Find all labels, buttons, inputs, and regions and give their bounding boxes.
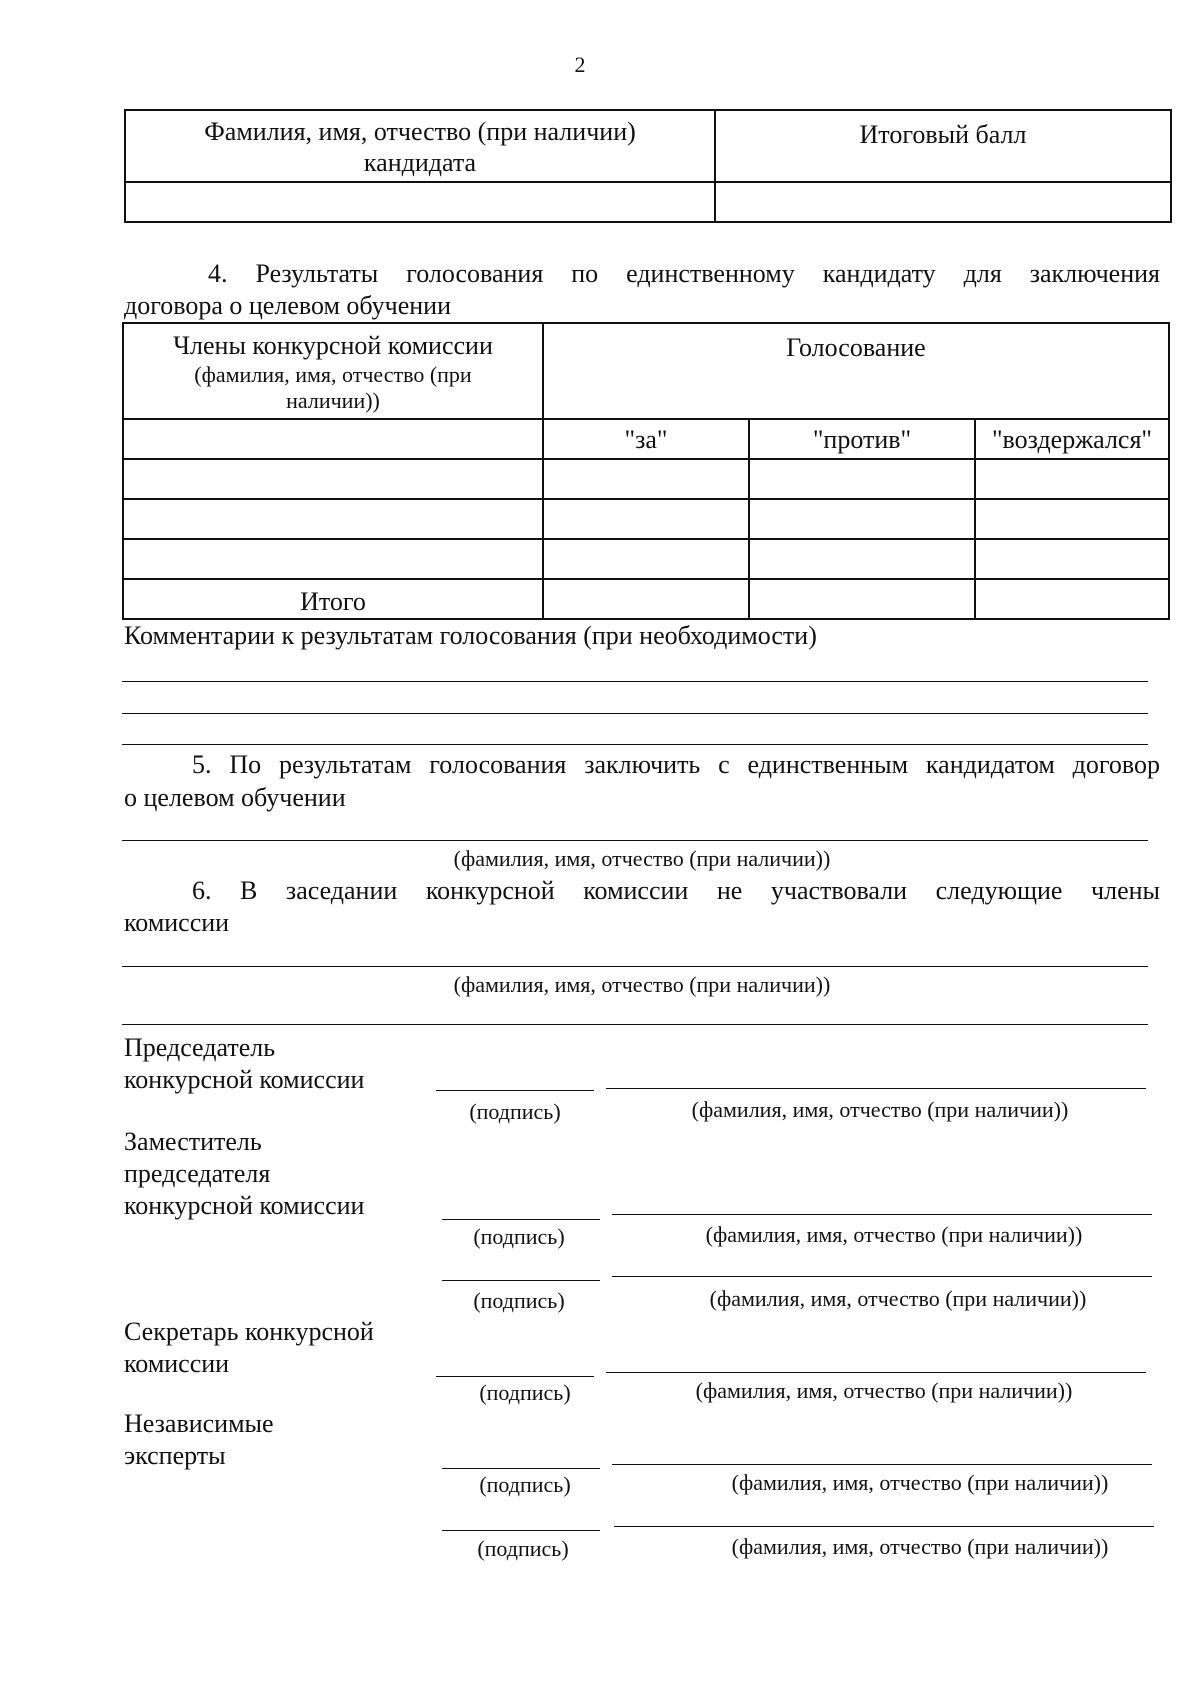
members-header-sub: (фамилия, имя, отчество (при наличии)) bbox=[194, 362, 472, 413]
comment-line bbox=[122, 744, 1148, 745]
members-header-title: Члены конкурсной комиссии bbox=[173, 331, 493, 360]
signature-caption: (подпись) bbox=[479, 1380, 571, 1405]
signature-caption: (подпись) bbox=[479, 1472, 571, 1497]
section5-text: 5. По результатам голосования заключить с единственным кандидатом договор bbox=[192, 750, 1160, 779]
name-caption: (фамилия, имя, отчество (при наличии)) bbox=[731, 1534, 1109, 1559]
vote-abstain-header: "воздержался" bbox=[975, 419, 1169, 459]
signature-caption: (подпись) bbox=[477, 1536, 569, 1561]
section6-name-line bbox=[122, 1024, 1148, 1025]
signature-line bbox=[436, 1090, 594, 1091]
final-score-header: Итоговый балл bbox=[715, 110, 1171, 182]
experts-label-cont: эксперты bbox=[124, 1441, 226, 1470]
members-header bbox=[123, 323, 543, 419]
vote-for-header: "за" bbox=[543, 419, 749, 459]
name-caption: (фамилия, имя, отчество (при наличии)) bbox=[691, 1097, 1069, 1122]
voting-header: Голосование bbox=[543, 323, 1169, 419]
section4-heading-cont: договора о целевом обучении bbox=[124, 291, 452, 320]
signature-line bbox=[442, 1219, 600, 1220]
section6-text: 6. В заседании конкурсной комиссии не участвовали следующие члены bbox=[192, 876, 1160, 905]
total-row bbox=[123, 579, 1169, 619]
candidate-score-table bbox=[124, 109, 1172, 223]
voting-table bbox=[122, 322, 1170, 620]
comments-label: Комментарии к результатам голосования (при необходимости) bbox=[124, 621, 817, 650]
section6-name-line bbox=[122, 966, 1148, 967]
deputy-label-cont: конкурсной комиссии bbox=[124, 1191, 365, 1220]
final-score-cell bbox=[715, 182, 1171, 222]
experts-label: Независимые bbox=[124, 1409, 274, 1438]
signature-caption: (подпись) bbox=[473, 1288, 565, 1313]
signature-line bbox=[442, 1468, 600, 1469]
name-line bbox=[606, 1372, 1146, 1373]
name-line bbox=[612, 1464, 1152, 1465]
table-row bbox=[123, 539, 1169, 579]
deputy-label-cont: председателя bbox=[124, 1159, 271, 1188]
total-label: Итого bbox=[123, 579, 543, 619]
name-caption: (фамилия, имя, отчество (при наличии)) bbox=[695, 1378, 1073, 1403]
name-line bbox=[614, 1526, 1154, 1527]
chairman-label-cont: конкурсной комиссии bbox=[124, 1065, 365, 1094]
candidate-name-cell bbox=[125, 182, 715, 222]
signature-line bbox=[442, 1280, 600, 1281]
vote-against-header: "против" bbox=[749, 419, 975, 459]
name-caption: (фамилия, имя, отчество (при наличии)) bbox=[709, 1286, 1087, 1311]
name-line bbox=[606, 1088, 1146, 1089]
name-caption: (фамилия, имя, отчество (при наличии)) bbox=[705, 1222, 1083, 1247]
secretary-label-cont: комиссии bbox=[124, 1349, 230, 1378]
table-row bbox=[123, 499, 1169, 539]
section5-caption: (фамилия, имя, отчество (при наличии)) bbox=[453, 846, 831, 871]
signature-line bbox=[436, 1376, 594, 1377]
section5-name-line bbox=[122, 840, 1148, 841]
signature-caption: (подпись) bbox=[473, 1224, 565, 1249]
name-line bbox=[612, 1214, 1152, 1215]
deputy-label: Заместитель bbox=[124, 1127, 262, 1156]
section6-caption: (фамилия, имя, отчество (при наличии)) bbox=[453, 972, 831, 997]
signature-line bbox=[442, 1530, 600, 1531]
page-number: 2 bbox=[574, 52, 586, 77]
name-line bbox=[612, 1276, 1152, 1277]
section4-heading: 4. Результаты голосования по единственному кандидату для заключения bbox=[208, 259, 1160, 288]
members-subheader-empty bbox=[123, 419, 543, 459]
chairman-label: Председатель bbox=[124, 1033, 276, 1062]
section5-text-cont: о целевом обучении bbox=[124, 783, 346, 812]
secretary-label: Секретарь конкурсной bbox=[124, 1317, 374, 1346]
comment-line bbox=[122, 681, 1148, 682]
section6-text-cont: комиссии bbox=[124, 908, 230, 937]
table-row bbox=[123, 459, 1169, 499]
name-caption: (фамилия, имя, отчество (при наличии)) bbox=[731, 1470, 1109, 1495]
signature-caption: (подпись) bbox=[469, 1099, 561, 1124]
comment-line bbox=[122, 713, 1148, 714]
candidate-name-header: Фамилия, имя, отчество (при наличии) кандидата bbox=[125, 110, 715, 182]
